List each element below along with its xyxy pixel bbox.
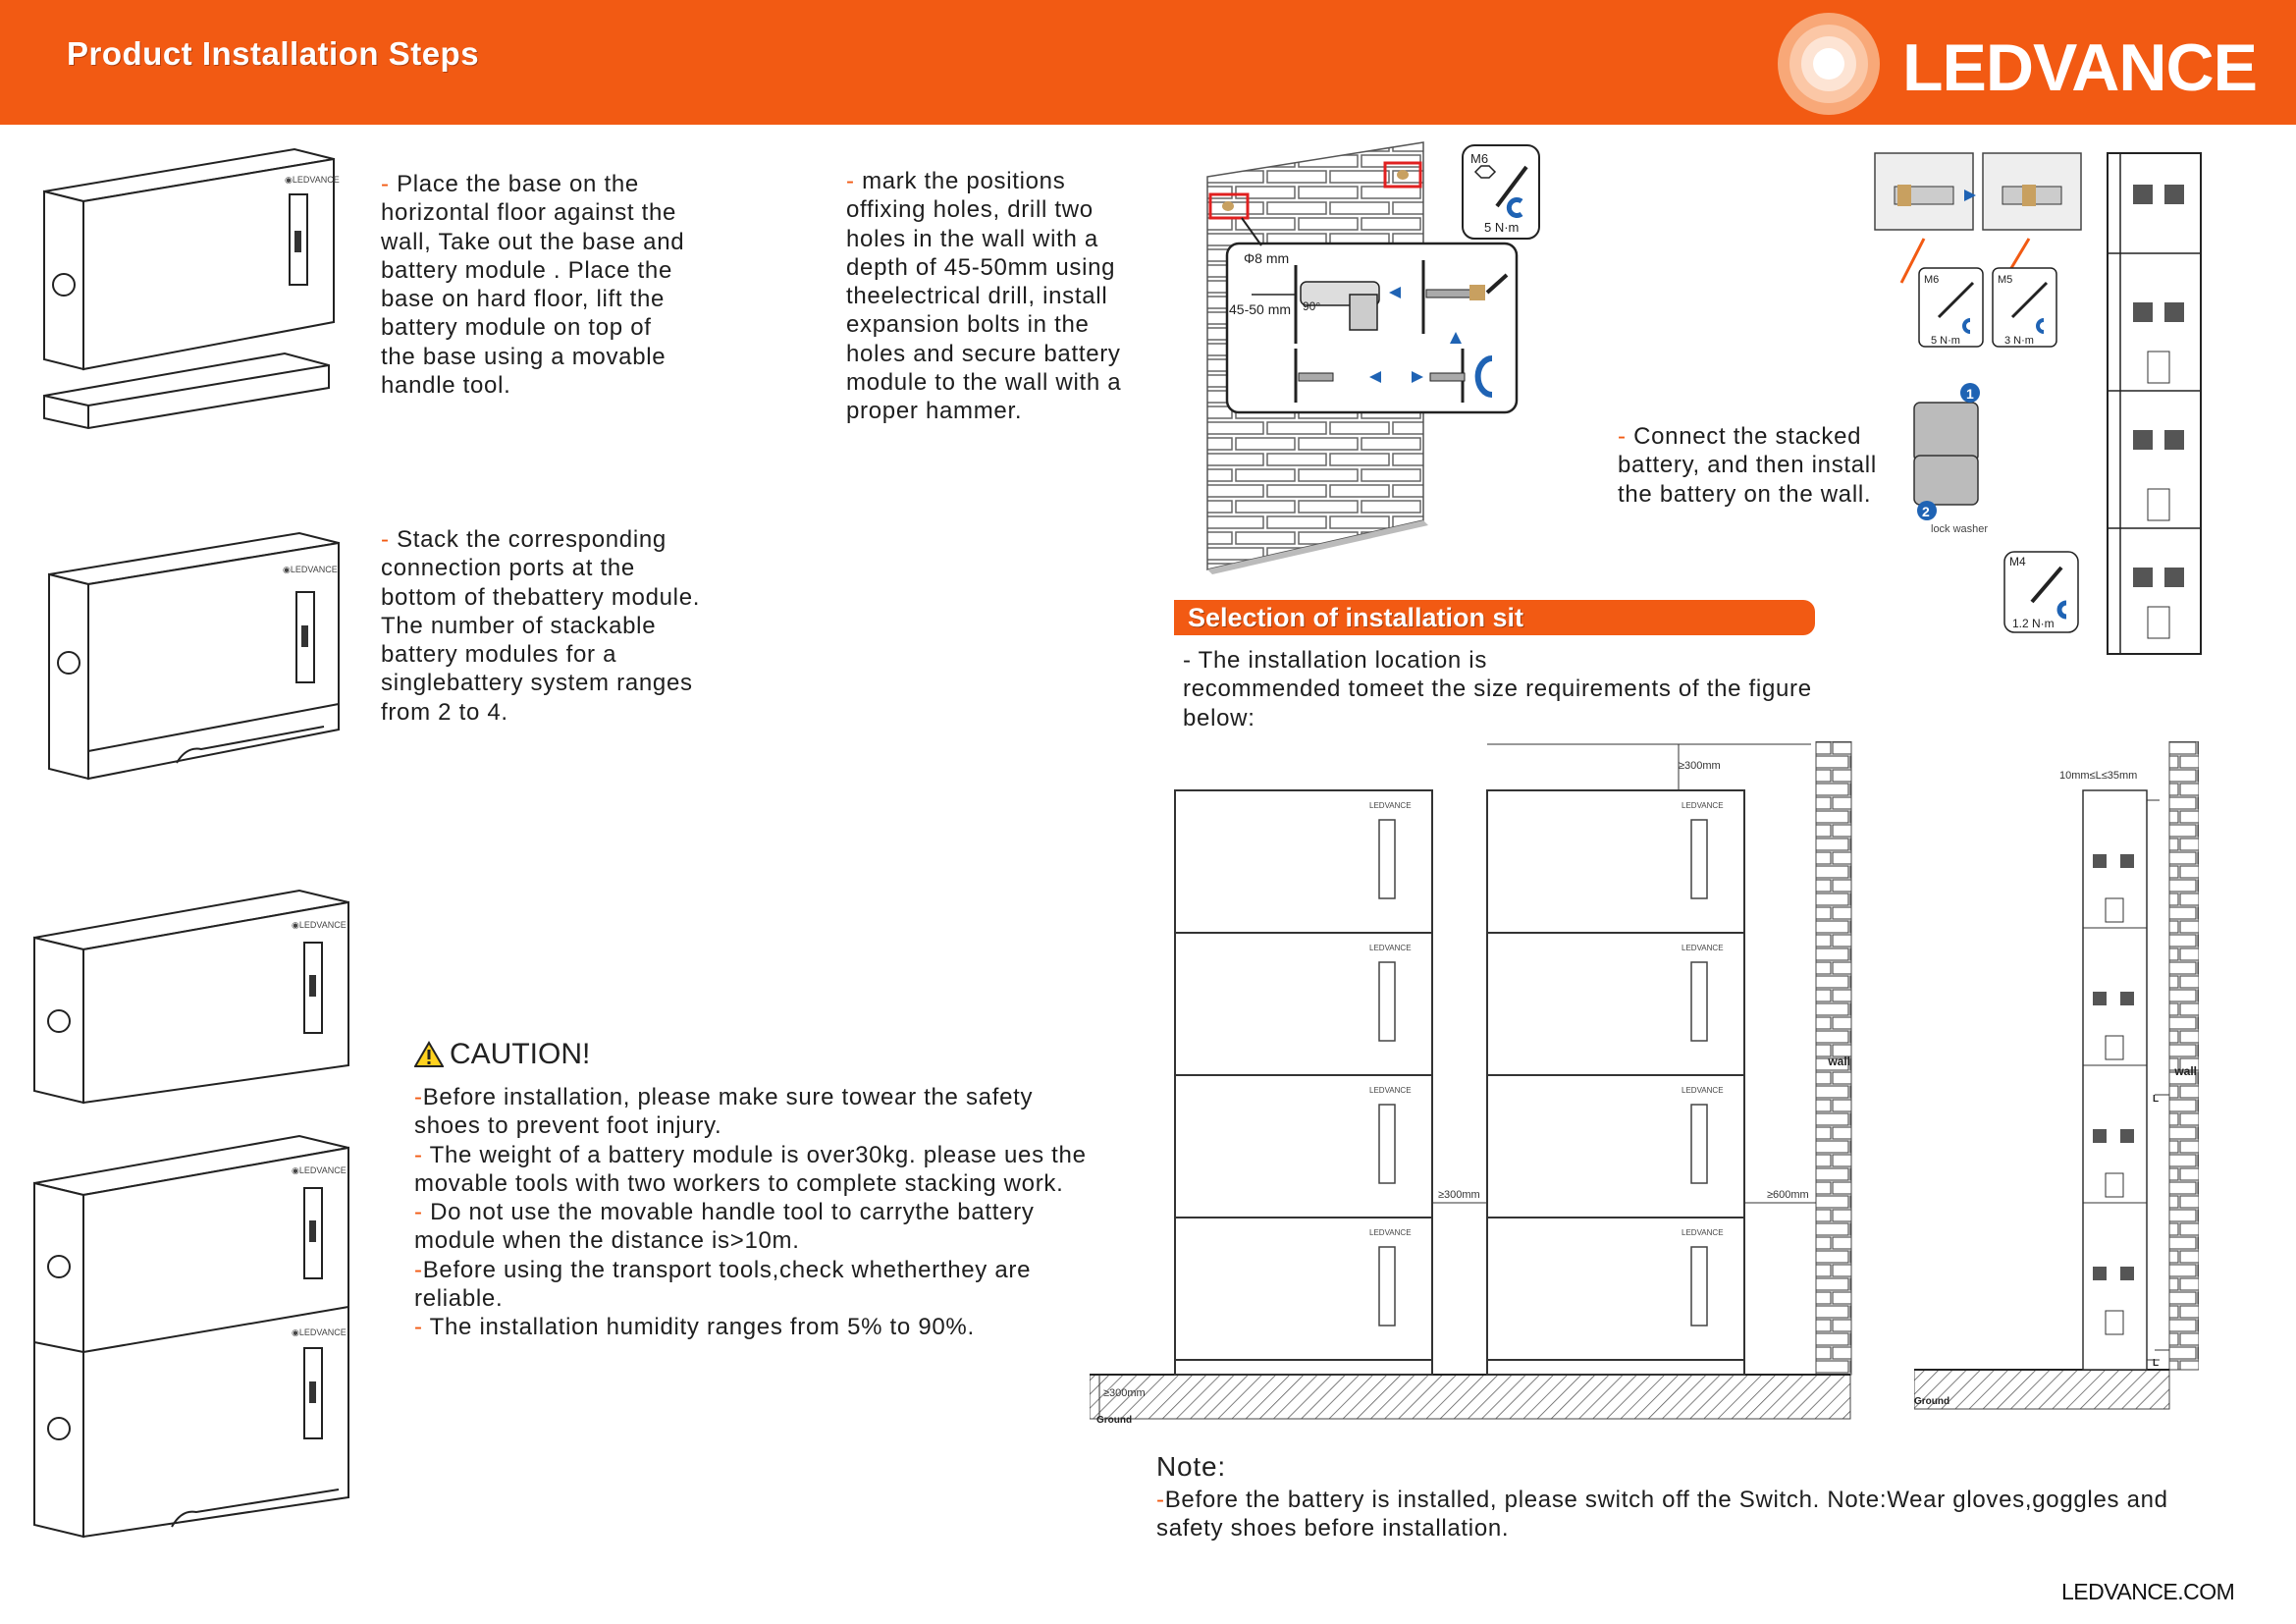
caution-title: CAUTION! xyxy=(450,1038,591,1070)
step-drill-body: mark the positions offixing holes, drill two holes in the wall with a depth of 45-50mm using theelectrical drill, install expansion bolts in the holes and secure battery module to the wall with a proper hammer. xyxy=(846,168,1122,425)
top-gap-label: ≥300mm xyxy=(1679,760,1721,772)
ledvance-logo-icon xyxy=(1775,10,1883,118)
selection-section-header xyxy=(1174,600,1815,635)
wall-gap-label: ≥600mm xyxy=(1767,1189,1809,1201)
note-dash: - xyxy=(1156,1487,1165,1513)
side-ground-label: Ground xyxy=(1914,1396,1950,1407)
module-logo: LEDVANCE xyxy=(1682,1086,1724,1095)
module-logo: LEDVANCE xyxy=(1369,1086,1412,1095)
drill-wrench-label: M6 xyxy=(1470,151,1489,166)
side-gap-label: ≥300mm xyxy=(1438,1189,1480,1201)
single-module-drawing xyxy=(25,879,358,1114)
page-title: Product Installation Steps xyxy=(67,35,480,72)
footer-url: LEDVANCE.COM xyxy=(2061,1579,2235,1604)
module-logo: LEDVANCE xyxy=(1369,944,1412,952)
selection-title: Selection of installation sit xyxy=(1188,603,1524,632)
caution-item xyxy=(414,1256,1087,1314)
caution-dash: - xyxy=(414,1314,430,1341)
caution-dash: - xyxy=(414,1141,430,1168)
caution-item-text: Do not use the movable handle tool to carrythe battery module when the distance is>10m. xyxy=(414,1199,1035,1255)
svg-text:◉LEDVANCE: ◉LEDVANCE xyxy=(292,1165,347,1175)
caution-item-text: The installation humidity ranges from 5% to 90%. xyxy=(429,1314,975,1341)
caution-dash: - xyxy=(414,1199,431,1226)
side-spacing-label: 10mm≤L≤35mm xyxy=(2059,770,2138,782)
battery-connection-figure xyxy=(1870,145,2209,666)
step-dash: - xyxy=(1618,423,1634,450)
drill-angle-label: 90° xyxy=(1303,299,1321,313)
caution-item-text: Before using the transport tools,check whetherthey are reliable. xyxy=(414,1256,1032,1313)
connect-step-two: 2 xyxy=(1922,504,1930,519)
caution-item-text: Before installation, please make sure towear the safety shoes to prevent foot injury. xyxy=(414,1084,1034,1140)
caution-item xyxy=(414,1141,1087,1199)
step-dash: - xyxy=(381,171,398,197)
screwdriver-torque: 1.2 N·m xyxy=(2012,617,2055,630)
wall-drilling-figure xyxy=(1202,137,1546,574)
step-stack-body: Stack the corresponding connection ports at the bottom of thebattery module. The number of stackable battery modules for a singlebattery system ranges from 2 to 4. xyxy=(381,526,701,726)
clearance-front-figure xyxy=(1090,741,1865,1429)
caution-item xyxy=(414,1313,1087,1341)
svg-text:◉LEDVANCE: ◉LEDVANCE xyxy=(283,565,338,574)
step-connect-body: Connect the stacked battery, and then install the battery on the wall. xyxy=(1618,423,1877,508)
caution-item-text: The weight of a battery module is over30kg. please ues the movable tools with two workers to complete stacking work. xyxy=(414,1141,1087,1197)
screwdriver-label: M4 xyxy=(2009,555,2026,568)
page-header xyxy=(0,0,2296,125)
module-logo: LEDVANCE xyxy=(1682,1228,1724,1237)
two-module-stack-drawing xyxy=(25,1124,358,1546)
floor-gap-label: ≥300mm xyxy=(1103,1387,1146,1399)
side-wall-label: wall xyxy=(2174,1064,2197,1078)
stacked-module-drawing xyxy=(29,515,353,790)
drill-diameter-label: Φ8 mm xyxy=(1244,250,1290,266)
connect-wrench2-torque: 3 N·m xyxy=(2004,335,2034,347)
caution-item xyxy=(414,1083,1087,1141)
selection-body: recommended tomeet the size requirements of the figure below: xyxy=(1183,676,1812,731)
module-logo: LEDVANCE xyxy=(1682,944,1724,952)
svg-text:◉LEDVANCE: ◉LEDVANCE xyxy=(292,920,347,930)
module-logo: LEDVANCE xyxy=(1682,801,1724,810)
brand-name: LEDVANCE xyxy=(1902,30,2257,105)
caution-item xyxy=(414,1198,1087,1256)
caution-dash: - xyxy=(414,1084,423,1110)
battery-base-drawing xyxy=(29,137,353,432)
svg-text:◉LEDVANCE: ◉LEDVANCE xyxy=(285,175,340,185)
ground-label: Ground xyxy=(1096,1415,1133,1426)
caution-list xyxy=(414,1083,1087,1342)
caution-heading xyxy=(414,1038,590,1071)
clearance-side-figure xyxy=(1914,741,2199,1429)
side-L-label: L xyxy=(2153,1358,2160,1369)
connect-wrench2-label: M5 xyxy=(1998,274,2013,286)
side-L-label: L xyxy=(2153,1094,2160,1105)
warning-icon xyxy=(414,1041,444,1068)
step-dash: - xyxy=(846,168,863,194)
step-stack-text xyxy=(381,525,710,727)
drill-depth-label: 45-50 mm xyxy=(1229,301,1292,317)
lock-washer-label: lock washer xyxy=(1931,523,1989,535)
step-base-body: Place the base on the horizontal floor against the wall, Take out the base and battery module . Place the base on hard floor, lift the battery module on top of the base using a movable handle tool. xyxy=(381,171,685,400)
module-logo: LEDVANCE xyxy=(1369,801,1412,810)
connect-step-one: 1 xyxy=(1966,386,1974,402)
wall-label: wall xyxy=(1828,1055,1850,1068)
connect-wrench1-torque: 5 N·m xyxy=(1931,335,1960,347)
svg-text:◉LEDVANCE: ◉LEDVANCE xyxy=(292,1327,347,1337)
step-dash: - xyxy=(381,526,398,553)
note-body: Before the battery is installed, please switch off the Switch. Note:Wear gloves,goggles and safety shoes before installation. xyxy=(1156,1487,2168,1543)
selection-text xyxy=(1183,646,1890,732)
drill-torque-label: 5 N·m xyxy=(1484,220,1520,235)
note-text xyxy=(1156,1486,2197,1543)
connect-wrench1-label: M6 xyxy=(1924,274,1940,286)
note-heading: Note: xyxy=(1156,1451,1226,1482)
module-logo: LEDVANCE xyxy=(1369,1228,1412,1237)
caution-dash: - xyxy=(414,1256,423,1283)
selection-lead: - The installation location is xyxy=(1183,647,1488,674)
step-drill-text xyxy=(846,167,1150,426)
step-base-text xyxy=(381,170,690,400)
